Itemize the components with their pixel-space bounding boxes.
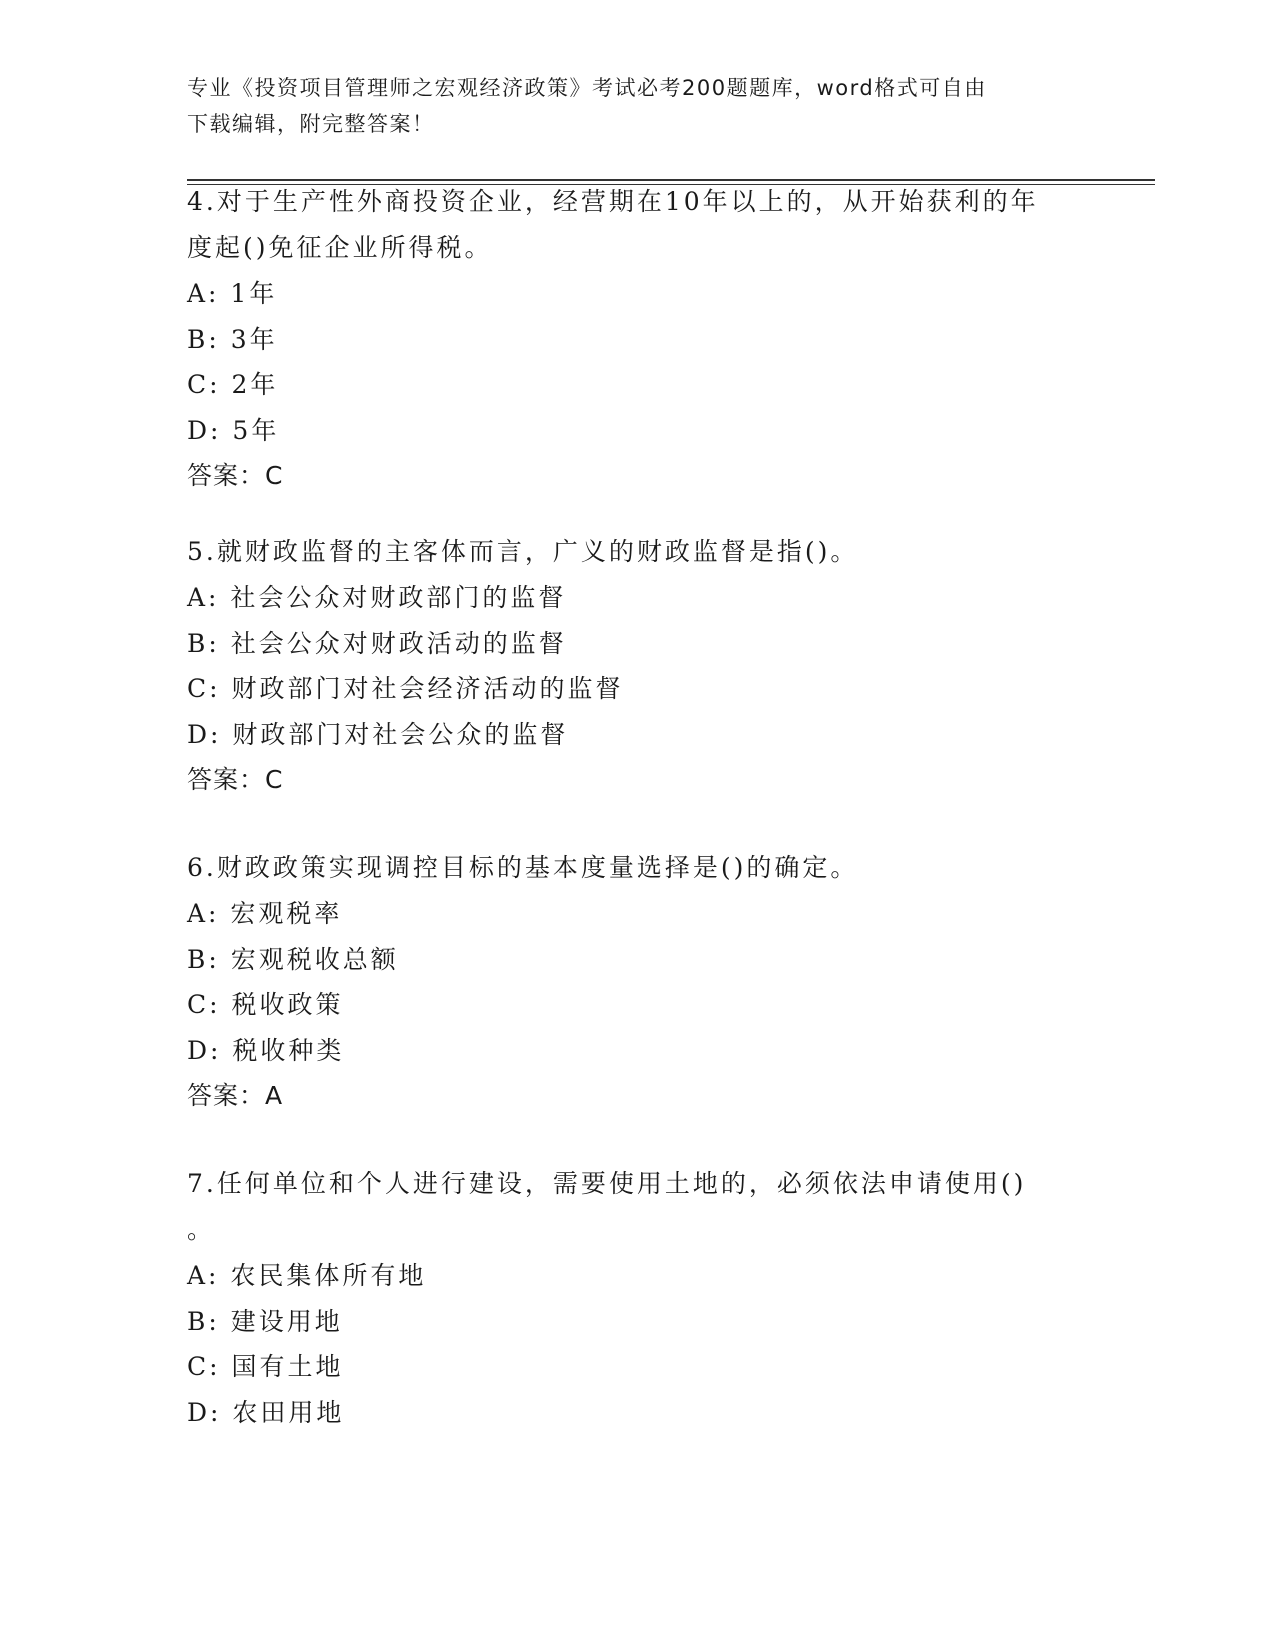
question-text-line: 6.财政政策实现调控目标的基本度量选择是()的确定。 bbox=[187, 853, 859, 882]
option-b: B: 3年 bbox=[187, 324, 278, 354]
question-7 bbox=[187, 1161, 1087, 1435]
answer: 答案：C bbox=[187, 765, 284, 794]
option-d: D: 5年 bbox=[187, 415, 280, 445]
option-d: D: 税收种类 bbox=[187, 1035, 345, 1065]
option-c: C: 财政部门对社会经济活动的监督 bbox=[187, 674, 624, 703]
header-line-1: 专业《投资项目管理师之宏观经济政策》考试必考200题题库，word格式可自由 bbox=[187, 76, 987, 100]
answer: 答案：C bbox=[187, 461, 284, 490]
option-d: D: 农田用地 bbox=[187, 1397, 345, 1427]
option-b: B: 建设用地 bbox=[187, 1306, 343, 1336]
option-c: C: 2年 bbox=[187, 370, 279, 399]
question-text-line: 4.对于生产性外商投资企业，经营期在10年以上的，从开始获利的年 bbox=[187, 187, 1039, 216]
question-5 bbox=[187, 529, 1087, 803]
option-a: A: 农民集体所有地 bbox=[187, 1261, 427, 1290]
question-6 bbox=[187, 845, 1087, 1119]
option-c: C: 国有土地 bbox=[187, 1352, 344, 1381]
option-c: C: 税收政策 bbox=[187, 990, 344, 1019]
option-a: A: 1年 bbox=[187, 279, 278, 308]
question-text-line: 5.就财政监督的主客体而言，广义的财政监督是指()。 bbox=[187, 537, 859, 566]
question-text-line: 7.任何单位和个人进行建设，需要使用土地的，必须依法申请使用() bbox=[187, 1169, 1027, 1198]
document-header bbox=[187, 70, 1067, 142]
answer: 答案：A bbox=[187, 1081, 284, 1110]
header-line-2: 下载编辑，附完整答案！ bbox=[187, 112, 435, 136]
option-b: B: 宏观税收总额 bbox=[187, 944, 399, 974]
question-text bbox=[187, 529, 1087, 575]
question-text bbox=[187, 845, 1087, 891]
question-text-line: 。 bbox=[187, 1215, 216, 1244]
option-b: B: 社会公众对财政活动的监督 bbox=[187, 628, 567, 658]
question-text bbox=[187, 179, 1087, 271]
option-a: A: 宏观税率 bbox=[187, 899, 343, 928]
option-a: A: 社会公众对财政部门的监督 bbox=[187, 583, 567, 612]
question-4 bbox=[187, 179, 1087, 499]
question-text bbox=[187, 1161, 1087, 1253]
option-d: D: 财政部门对社会公众的监督 bbox=[187, 719, 569, 749]
question-text-line: 度起()免征企业所得税。 bbox=[187, 233, 493, 262]
